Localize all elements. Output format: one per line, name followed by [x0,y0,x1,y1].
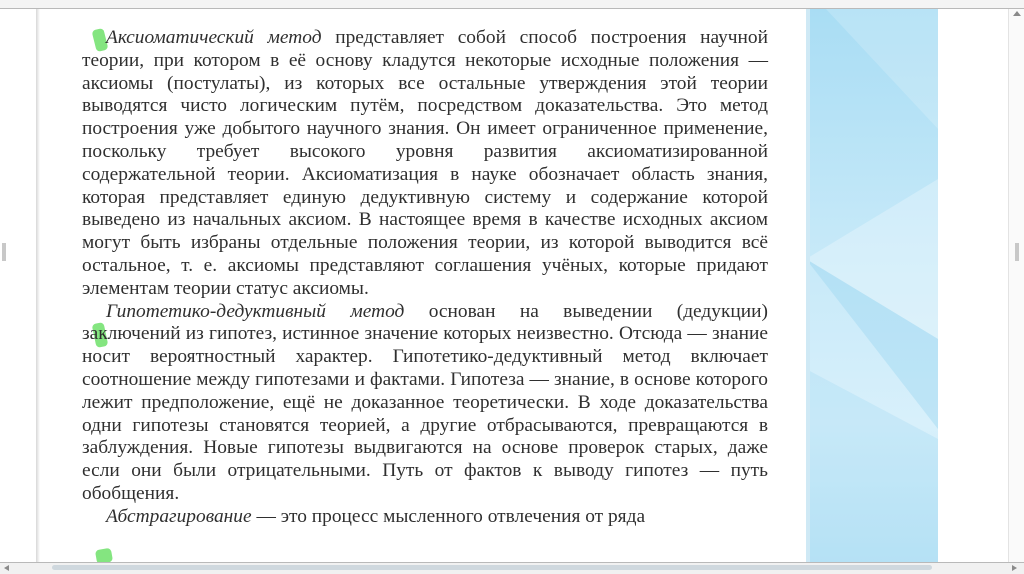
scroll-right-arrow-icon[interactable] [1012,565,1017,571]
paragraph-abstraction [82,506,768,529]
term-abstraction: Абстрагирование [106,505,252,527]
side-band-shapes [806,9,938,562]
document-page [36,9,938,562]
term-hypothetico-deductive-method: Гипотетико-дедуктивный метод [106,300,405,322]
decorative-side-band [806,9,938,562]
paragraph-body: представляет собой способ построения научной теории, при котором в её основу кладутся некоторые исходные положения — аксиомы (постулаты), из которых все остальные утверждения этой теории выводятся чисто логическим путём, посредством доказательства. Это метод построения уже добытого научного знания. Он имеет ограниченное применение, поскольку требует высокого уровня развития аксиоматизированной содержательной теории. Аксиоматизация в науке обозначает область знания, которая представляет единую дедуктивную систему и содержание которой выведено из начальных аксиом. В настоящее время в качестве исходных аксиом могут быть избраны отдельные положения теории, из которой выводится всё остальное, т. е. аксиомы представляют соглашения учёных, которые придают элементам теории статус аксиомы. [82,27,768,299]
paragraph-axiomatic-method [82,27,768,301]
vertical-scroll-thumb[interactable] [1015,243,1019,261]
viewer-top-bar [0,0,1024,8]
page-shadow [36,9,40,562]
scroll-left-arrow-icon[interactable] [4,565,9,571]
text-column [82,27,768,529]
horizontal-scroll-thumb[interactable] [52,565,932,570]
scroll-up-arrow-icon[interactable] [1013,11,1021,16]
paragraph-body: основан на выведении (дедукции) заключений из гипотез, истинное значение которых неизвестно. Отсюда — знание носит вероятностный характер. Гипотетико-дедуктивный метод включает соотношение между гипотезами и фактами. Гипотеза — знание, в основе которого лежит предположение, ещё не доказанное теоретически. В ходе доказательства одни гипотезы становятся теорией, а другие отбрасываются, превращаются в заблуждения. Новые гипотезы выдвигаются на основе проверок старых, даже если они были отрицательными. Путь от фактов к выводу гипотез — путь обобщения. [82,300,768,504]
page-nav-marker[interactable] [2,243,6,261]
vertical-scrollbar[interactable] [1008,9,1024,562]
side-band-edge [806,9,810,562]
paragraph-hypothetico-deductive-method [82,301,768,506]
term-axiomatic-method: Аксиоматический метод [106,27,322,48]
viewer-left-margin [0,9,36,562]
paragraph-body: — это процесс мысленного отвлечения от ряда [251,505,646,527]
viewer-right-margin [938,9,1008,562]
highlighter-mark-3 [95,548,113,562]
